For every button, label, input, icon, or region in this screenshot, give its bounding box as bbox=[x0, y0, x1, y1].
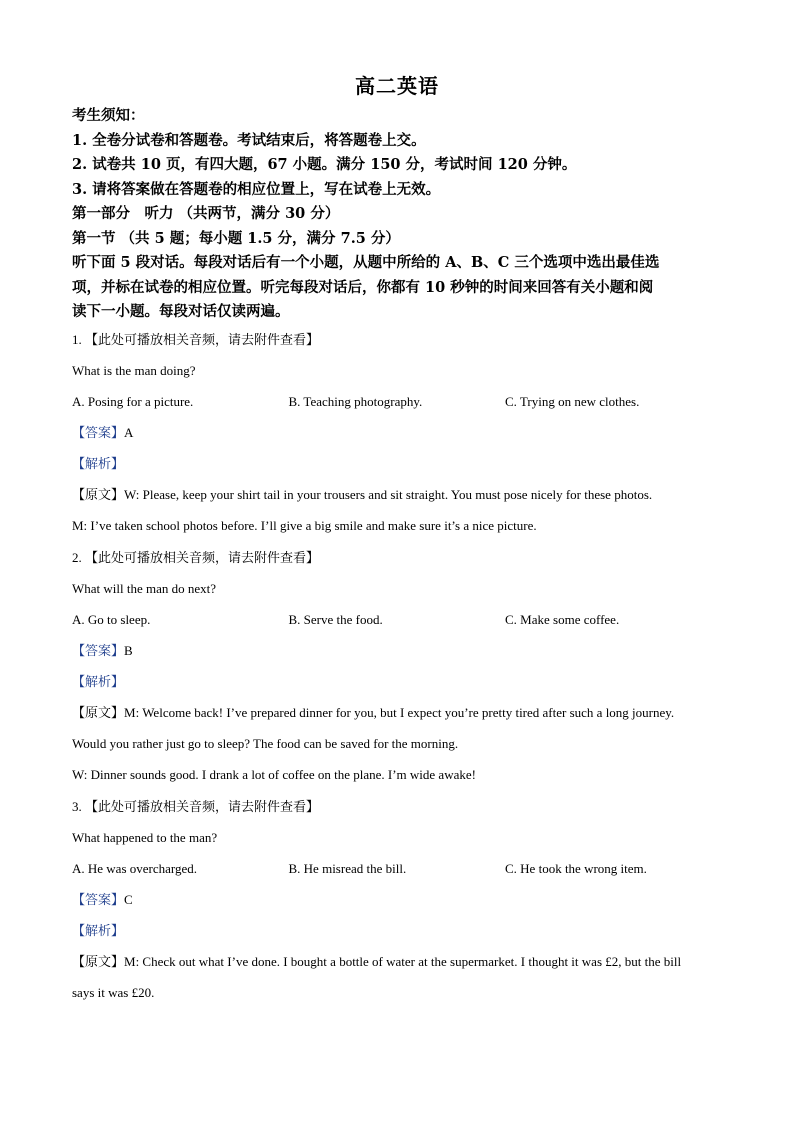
options-row bbox=[72, 853, 762, 884]
transcript-line: W: Please, keep your shirt tail in your trousers and sit straight. You must pose nicely for these photos. bbox=[124, 487, 653, 502]
transcript-label: 【原文】 bbox=[72, 706, 125, 721]
audio-link[interactable]: 【此处可播放相关音频，请去附件查看】 bbox=[85, 800, 320, 815]
transcript-row bbox=[72, 479, 762, 510]
transcript-line: M: Welcome back! I’ve prepared dinner for you, but I expect you’re pretty tired after such a long journey. bbox=[124, 705, 675, 720]
transcript-row bbox=[72, 946, 762, 977]
section-heading: 第一节 （共 5 题；每小题 1.5 分，满分 7.5 分） bbox=[72, 229, 400, 247]
notice-rule: 1. 全卷分试卷和答题卷。考试结束后，将答题卷上交。 bbox=[72, 131, 426, 149]
options-row bbox=[72, 386, 762, 417]
instruction-line: 读下一小题。每段对话仅读两遍。 bbox=[72, 303, 290, 320]
analysis-row bbox=[72, 915, 762, 946]
answer-row bbox=[72, 635, 762, 666]
question-text: What is the man doing? bbox=[72, 363, 196, 378]
option-b[interactable]: B. He misread the bill. bbox=[288, 861, 407, 876]
transcript-row bbox=[72, 697, 762, 728]
transcript-label: 【原文】 bbox=[72, 955, 125, 970]
answer-row bbox=[72, 884, 762, 915]
notice-rule: 2. 试卷共 10 页，有四大题，67 小题。满分 150 分，考试时间 120 分钟。 bbox=[72, 156, 577, 173]
options-row bbox=[72, 604, 762, 635]
question-text: What happened to the man? bbox=[72, 830, 218, 845]
audio-row bbox=[72, 542, 762, 573]
option-c[interactable]: C. He took the wrong item. bbox=[505, 861, 647, 876]
exam-notice bbox=[72, 104, 752, 325]
answer-label: 【答案】 bbox=[72, 893, 125, 908]
option-c[interactable]: C. Make some coffee. bbox=[505, 612, 620, 627]
transcript-line: W: Dinner sounds good. I drank a lot of coffee on the plane. I’m wide awake! bbox=[72, 767, 476, 782]
part-heading: 第一部分 听力 （共两节，满分 30 分） bbox=[72, 205, 340, 222]
instruction-line: 项，并标在试卷的相应位置。听完每段对话后，你都有 10 秒钟的时间来回答有关小题和阅 bbox=[72, 278, 654, 296]
audio-row bbox=[72, 324, 762, 355]
question-block bbox=[72, 542, 762, 790]
answer-row bbox=[72, 417, 762, 448]
analysis-label: 【解析】 bbox=[72, 924, 125, 939]
option-a[interactable]: A. He was overcharged. bbox=[72, 861, 198, 876]
transcript-line: M: I’ve taken school photos before. I’ll give a big smile and make sure it’s a nice picture. bbox=[72, 518, 537, 533]
notice-rule: 3. 请将答案做在答题卷的相应位置上，写在试卷上无效。 bbox=[72, 180, 441, 198]
question-block bbox=[72, 791, 762, 1008]
transcript-label: 【原文】 bbox=[72, 488, 125, 503]
option-a[interactable]: A. Go to sleep. bbox=[72, 612, 151, 627]
question-text: What will the man do next? bbox=[72, 581, 217, 596]
question-number: 3. bbox=[72, 799, 82, 814]
option-c[interactable]: C. Trying on new clothes. bbox=[505, 394, 640, 409]
question-number: 2. bbox=[72, 550, 82, 565]
analysis-label: 【解析】 bbox=[72, 457, 125, 472]
transcript-line: Would you rather just go to sleep? The food can be saved for the morning. bbox=[72, 736, 459, 751]
option-b[interactable]: B. Serve the food. bbox=[288, 612, 383, 627]
option-a[interactable]: A. Posing for a picture. bbox=[72, 394, 194, 409]
question-block bbox=[72, 324, 762, 541]
answer-value: B bbox=[124, 643, 133, 658]
analysis-label: 【解析】 bbox=[72, 675, 125, 690]
analysis-row bbox=[72, 666, 762, 697]
audio-row bbox=[72, 791, 762, 822]
question-number: 1. bbox=[72, 332, 82, 347]
audio-link[interactable]: 【此处可播放相关音频，请去附件查看】 bbox=[85, 333, 320, 348]
answer-value: A bbox=[124, 425, 134, 440]
audio-link[interactable]: 【此处可播放相关音频，请去附件查看】 bbox=[85, 551, 320, 566]
page-title: 高二英语 bbox=[355, 74, 439, 98]
answer-label: 【答案】 bbox=[72, 426, 125, 441]
transcript-line: says it was £20. bbox=[72, 985, 155, 1000]
instruction-line: 听下面 5 段对话。每段对话后有一个小题，从题中所给的 A、B、C 三个选项中选出最佳选 bbox=[72, 254, 660, 271]
answer-value: C bbox=[124, 892, 133, 907]
answer-label: 【答案】 bbox=[72, 644, 125, 659]
transcript-line: M: Check out what I’ve done. I bought a bottle of water at the supermarket. I thought it was £2, but the bill bbox=[124, 954, 682, 969]
option-b[interactable]: B. Teaching photography. bbox=[288, 394, 423, 409]
analysis-row bbox=[72, 448, 762, 479]
notice-heading: 考生须知： bbox=[72, 107, 145, 124]
